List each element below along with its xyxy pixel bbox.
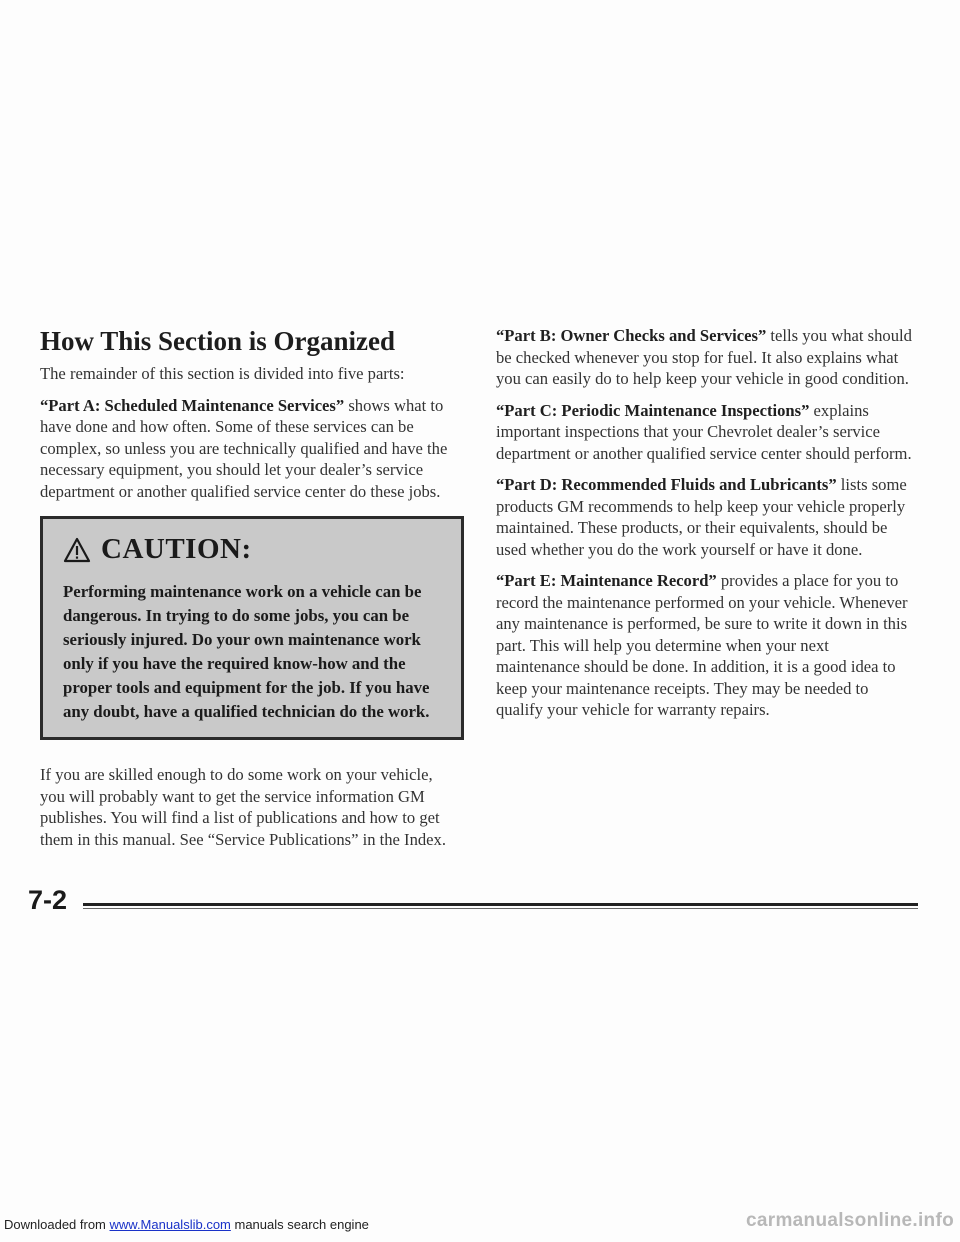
footer-rule <box>83 903 918 909</box>
part-d-heading: “Part D: Recommended Fluids and Lubricants” <box>496 475 837 494</box>
caution-box <box>40 516 464 740</box>
caution-header <box>63 533 445 566</box>
right-column <box>496 325 916 731</box>
part-d-text: lists some products GM recommends to help keep your vehicle properly maintained. These products, or their equivalents, should be used whether you do the work yourself or have it done. <box>496 475 907 559</box>
part-b-heading: “Part B: Owner Checks and Services” <box>496 326 767 345</box>
part-e-heading: “Part E: Maintenance Record” <box>496 571 717 590</box>
download-watermark <box>4 1217 369 1232</box>
left-column <box>40 325 460 860</box>
page-footer <box>28 885 918 925</box>
caution-text: Performing maintenance work on a vehicle can be dangerous. In trying to do some jobs, you can be seriously injured. Do your own maintenance work only if you have the required know-how and the proper tools and equipment for the job. If you have any doubt, have a qualified technician do the work. <box>63 582 430 721</box>
manualslib-link[interactable]: www.Manualslib.com <box>109 1217 231 1232</box>
page-number: 7-2 <box>28 885 68 915</box>
part-a-heading: “Part A: Scheduled Maintenance Services” <box>40 395 345 415</box>
intro-paragraph: The remainder of this section is divided into five parts: <box>40 364 405 383</box>
part-c-text: explains important inspections that your Chevrolet dealer’s service department or another qualified service center should perform. <box>496 400 912 463</box>
part-c-paragraph <box>496 400 916 465</box>
part-a-text: shows what to have done and how often. Some of these services can be complex, so unless you are technically qualified and have the necessary equipment, you should let your dealer’s service department or another qualified service center do these jobs. <box>40 395 448 501</box>
caution-title: CAUTION: <box>101 533 252 565</box>
part-a-paragraph <box>40 395 460 503</box>
section-title: How This Section is Organized <box>40 326 396 356</box>
site-watermark: carmanualsonline.info <box>746 1210 954 1231</box>
warning-triangle-icon <box>63 537 91 563</box>
part-e-paragraph <box>496 570 916 721</box>
part-c-heading: “Part C: Periodic Maintenance Inspections” <box>496 400 810 420</box>
part-d-paragraph <box>496 474 916 560</box>
watermark-suffix: manuals search engine <box>230 1217 369 1232</box>
skilled-paragraph: If you are skilled enough to do some work on your vehicle, you will probably want to get the service information GM publishes. You will find a list of publications and how to get them in this manual. See “Service Publications” in the Index. <box>40 765 446 849</box>
watermark-prefix: Downloaded from <box>4 1217 110 1232</box>
part-e-text: provides a place for you to record the maintenance performed on your vehicle. Whenever any maintenance is performed, be sure to write it down in this part. This will help you determine when your next maintenance should be done. In addition, it is a good idea to keep your maintenance receipts. They may be needed to qualify your vehicle for warranty repairs. <box>496 571 908 719</box>
part-b-paragraph <box>496 325 916 390</box>
part-b-text: tells you what should be checked whenever you stop for fuel. It also explains what you can easily do to help keep your vehicle in good condition. <box>496 326 912 388</box>
